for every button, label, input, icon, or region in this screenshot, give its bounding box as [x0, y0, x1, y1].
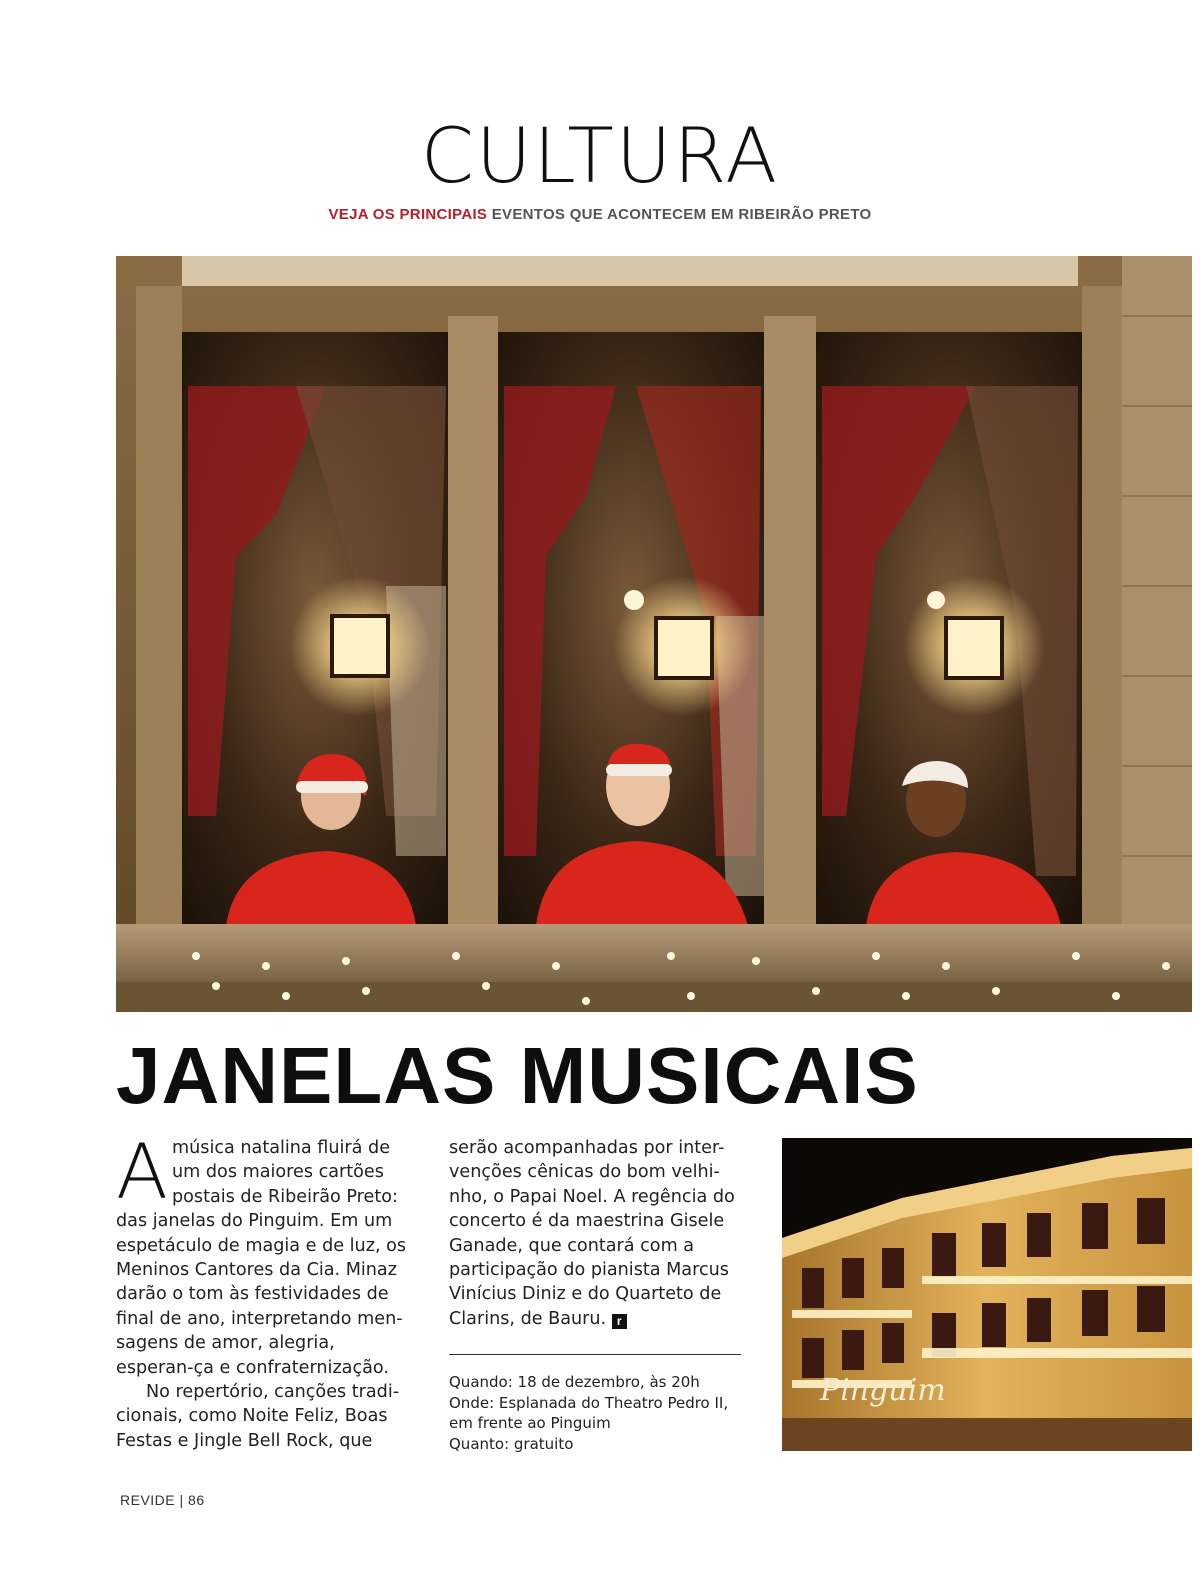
event-info	[449, 1372, 741, 1454]
magazine-name: REVIDE	[120, 1492, 176, 1508]
page-number: 86	[188, 1492, 205, 1508]
article-headline: JANELAS MUSICAIS	[116, 1031, 919, 1120]
subtitle-highlight: VEJA OS PRINCIPAIS	[328, 206, 488, 223]
paragraph-1: música natalina fluirá de um dos maiores cartões postais de Ribeirão Preto: das janelas do Pinguim. Em um espetáculo de magia e de luz, os Meninos Cantores da Cia. Minaz darão o tom às festividades de final de ano, interpretando men-sagens de amor, alegria, esperan-ça e confraternização.	[116, 1138, 407, 1378]
footer-separator: |	[179, 1492, 184, 1508]
section-title: CULTURA	[420, 111, 780, 200]
article-column-2	[449, 1136, 741, 1331]
pinguim-building-photo	[782, 1138, 1192, 1451]
event-price: Quanto: gratuito	[449, 1434, 574, 1453]
hero-photo	[116, 256, 1192, 1012]
event-when: Quando: 18 de dezembro, às 20h	[449, 1373, 700, 1391]
article-column-1	[116, 1127, 416, 1453]
page-footer	[120, 1492, 205, 1508]
end-mark-icon: r	[612, 1314, 627, 1329]
section-subtitle	[0, 206, 1200, 223]
event-where: Onde: Esplanada do Theatro Pedro II,	[449, 1393, 729, 1412]
subtitle-rest: EVENTOS QUE ACONTECEM EM RIBEIRÃO PRETO	[487, 206, 872, 223]
info-divider	[449, 1354, 741, 1355]
paragraph-2-part-1: No repertório, canções tradi-cionais, como Noite Feliz, Boas Festas e Jingle Bell Rock, que	[116, 1382, 400, 1451]
event-where-cont: em frente ao Pinguim	[449, 1414, 611, 1432]
drop-cap: A	[116, 1127, 168, 1216]
paragraph-2-part-2: serão acompanhadas por inter-venções cênicas do bom velhi-nho, o Papai Noel. A regência do concerto é da maestrina Gisele Ganade, que contará com a participação do pianista Marcus Vinícius Diniz e do Quarteto de Clarins, de Bauru.	[449, 1138, 735, 1329]
pinguim-sign: Pinguim	[820, 1373, 946, 1408]
